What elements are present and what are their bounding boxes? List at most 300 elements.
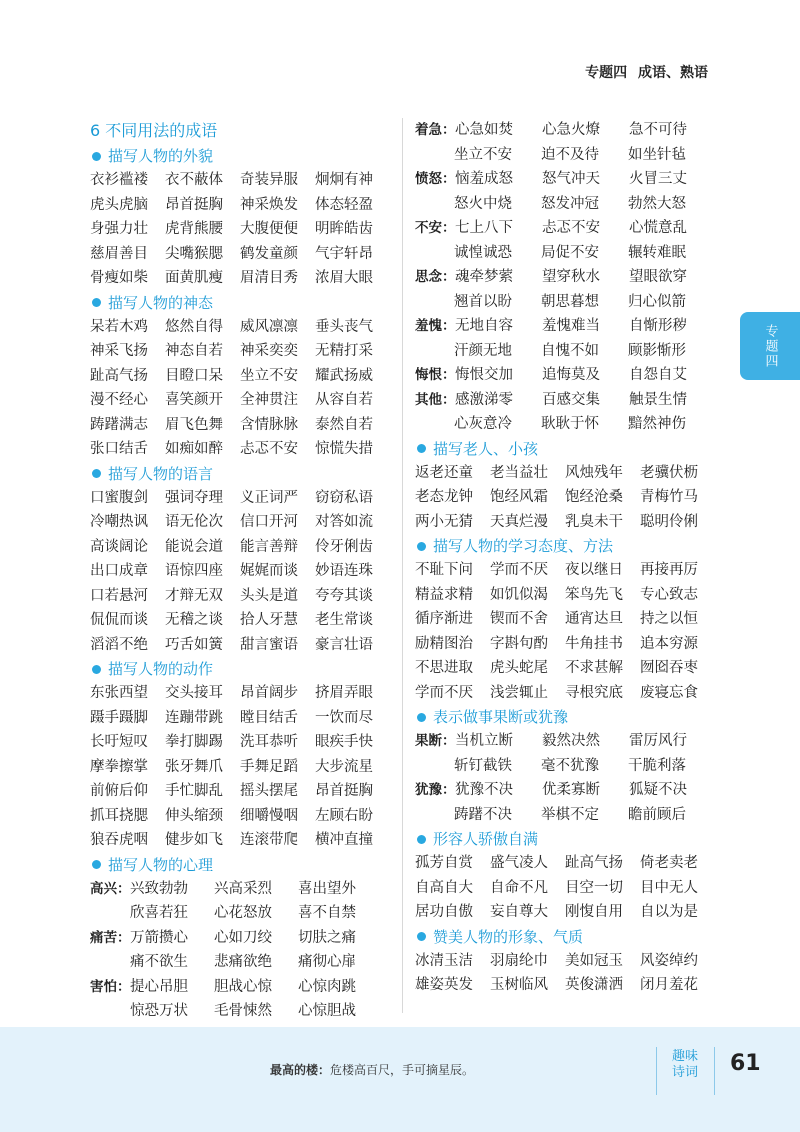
idiom: 举棋不定 — [541, 806, 599, 823]
subsection-heading — [90, 853, 390, 877]
idiom-row — [415, 510, 715, 535]
idiom: 羞愧难当 — [542, 318, 600, 334]
idiom-row — [90, 242, 390, 267]
idiom: 黯然神伤 — [628, 416, 686, 432]
idiom: 全神贯注 — [240, 392, 298, 408]
idiom-group-row — [415, 192, 715, 217]
idiom: 辗转难眠 — [628, 244, 686, 261]
idiom: 炯炯有神 — [315, 172, 373, 188]
idiom: 出口成章 — [90, 563, 148, 579]
idiom: 对答如流 — [315, 514, 373, 530]
idiom: 忐忑不安 — [542, 220, 600, 236]
idiom: 面黄肌瘦 — [165, 270, 223, 286]
subsection-title: 描写人物的神态 — [108, 293, 214, 312]
right-column — [415, 118, 715, 998]
idiom: 心惊胆战 — [298, 1003, 356, 1019]
idiom-items — [130, 901, 382, 926]
header-topic: 专题四 — [585, 65, 628, 81]
idiom: 东张西望 — [90, 685, 148, 701]
idiom-items — [455, 388, 716, 413]
idiom: 再接再厉 — [640, 562, 698, 578]
idiom: 喜笑颜开 — [165, 392, 223, 408]
idiom-row — [90, 608, 390, 633]
idiom: 当机立断 — [455, 733, 513, 749]
idiom: 笨鸟先飞 — [565, 586, 623, 603]
idiom: 口蜜腹剑 — [90, 489, 148, 506]
idiom: 长吁短叹 — [90, 734, 148, 750]
idiom: 连滚带爬 — [240, 832, 298, 848]
idiom: 趾高气扬 — [90, 367, 148, 384]
idiom-items — [455, 265, 716, 290]
idiom: 巧舌如簧 — [165, 636, 223, 653]
idiom: 拾人牙慧 — [240, 612, 298, 628]
idiom: 持之以恒 — [640, 611, 698, 627]
idiom: 羽扇纶巾 — [490, 952, 548, 969]
idiom-group-row — [90, 975, 390, 1000]
idiom: 瞻前顾后 — [628, 806, 686, 823]
idiom: 能说会道 — [165, 538, 223, 555]
idiom: 盛气凌人 — [490, 855, 548, 871]
idiom: 专心致志 — [640, 586, 698, 603]
idiom: 衣衫褴褛 — [90, 172, 148, 188]
idiom: 毛骨悚然 — [214, 1003, 272, 1019]
idiom: 感激涕零 — [455, 391, 513, 408]
group-label: 悔恨： — [415, 367, 456, 383]
idiom-items — [455, 363, 716, 388]
idiom: 百感交集 — [542, 391, 600, 408]
idiom-row — [90, 413, 390, 438]
idiom: 无地自容 — [455, 318, 513, 334]
idiom: 摇头摆尾 — [240, 783, 298, 799]
idiom-row — [415, 949, 715, 974]
idiom: 眉飞色舞 — [165, 416, 223, 433]
idiom: 老骥伏枥 — [640, 464, 698, 481]
idiom: 雄姿英发 — [415, 977, 473, 993]
idiom-row — [415, 900, 715, 925]
idiom: 痛彻心扉 — [298, 954, 356, 970]
idiom: 含情脉脉 — [240, 416, 298, 433]
idiom: 踌躇不决 — [454, 806, 512, 823]
idiom: 目中无人 — [640, 879, 698, 896]
idiom-row — [90, 706, 390, 731]
idiom-row — [90, 681, 390, 706]
idiom: 妄自尊大 — [490, 904, 548, 920]
subsection-heading — [90, 291, 390, 315]
idiom: 青梅竹马 — [640, 489, 698, 505]
idiom: 欣喜若狂 — [130, 905, 188, 921]
idiom: 通宵达旦 — [565, 611, 623, 627]
idiom: 心急如焚 — [455, 122, 513, 138]
idiom: 英俊潇洒 — [565, 977, 623, 993]
idiom-group-row — [415, 729, 715, 754]
group-label: 其他： — [415, 391, 456, 408]
idiom: 自命不凡 — [490, 879, 548, 896]
idiom-group-row — [90, 950, 390, 975]
group-label — [415, 412, 454, 437]
idiom-row — [90, 584, 390, 609]
footer-quote — [270, 1061, 474, 1078]
idiom: 魂牵梦萦 — [455, 269, 513, 285]
idiom: 寻根究底 — [565, 684, 623, 701]
idiom: 不求甚解 — [565, 660, 623, 676]
subsection-title: 形容人骄傲自满 — [433, 830, 539, 848]
idiom: 手忙脚乱 — [165, 783, 223, 799]
idiom-row — [415, 485, 715, 510]
idiom: 甜言蜜语 — [240, 636, 298, 653]
idiom-row — [415, 681, 715, 706]
idiom: 不思进取 — [415, 660, 473, 676]
idiom-group-row — [415, 363, 715, 388]
idiom-row — [90, 168, 390, 193]
bullet-dot-icon — [92, 665, 101, 674]
idiom-items — [454, 412, 715, 437]
idiom: 神态自若 — [165, 343, 223, 359]
idiom-items — [455, 729, 716, 754]
idiom: 健步如飞 — [165, 832, 223, 848]
idiom: 豪言壮语 — [315, 636, 373, 653]
idiom: 兴高采烈 — [214, 880, 272, 897]
idiom: 干脆利落 — [628, 757, 686, 774]
idiom-group-row — [415, 388, 715, 413]
subsection-title: 描写人物的语言 — [108, 464, 214, 483]
idiom: 归心似箭 — [628, 293, 686, 310]
idiom: 能言善辩 — [240, 538, 298, 555]
idiom: 勃然大怒 — [628, 195, 686, 212]
idiom-group-row — [415, 754, 715, 779]
bullet-dot-icon — [92, 152, 101, 161]
idiom-group-row — [90, 926, 390, 951]
subsection-heading — [90, 657, 390, 681]
idiom: 恼羞成怒 — [455, 171, 513, 187]
idiom: 虎头虎脑 — [90, 196, 148, 213]
bullet-dot-icon — [417, 932, 426, 941]
idiom-group-row — [90, 901, 390, 926]
idiom-items — [454, 803, 715, 828]
idiom-items — [455, 118, 716, 143]
group-label: 高兴： — [90, 880, 131, 897]
idiom: 交头接耳 — [165, 685, 223, 701]
idiom: 心急火燎 — [542, 122, 600, 138]
idiom: 侃侃而谈 — [90, 612, 148, 628]
idiom: 老当益壮 — [490, 464, 548, 481]
idiom-row — [90, 804, 390, 829]
group-label: 不安： — [415, 220, 456, 236]
group-label — [415, 192, 454, 217]
chapter-tab[interactable]: 专题四 — [740, 312, 800, 380]
idiom: 目空一切 — [565, 879, 623, 896]
idiom: 伶牙俐齿 — [315, 538, 373, 555]
idiom: 惊慌失措 — [315, 441, 373, 457]
idiom: 妙语连珠 — [315, 563, 373, 579]
idiom: 雷厉风行 — [629, 733, 687, 749]
idiom: 神采奕奕 — [240, 343, 298, 359]
idiom-group-row — [415, 241, 715, 266]
idiom: 汗颜无地 — [454, 342, 512, 359]
idiom: 饱经风霜 — [490, 489, 548, 505]
idiom-row — [90, 510, 390, 535]
idiom: 滔滔不绝 — [90, 636, 148, 653]
idiom: 义正词严 — [240, 489, 298, 506]
group-label: 思念： — [415, 269, 456, 285]
idiom-items — [130, 999, 382, 1024]
idiom: 优柔寡断 — [542, 782, 600, 798]
idiom: 天真烂漫 — [490, 513, 548, 530]
idiom: 目瞪口呆 — [165, 367, 223, 384]
idiom: 聪明伶俐 — [640, 513, 698, 530]
subsection-title: 描写人物的外貌 — [108, 147, 214, 165]
idiom: 衣不蔽体 — [165, 172, 223, 188]
idiom: 切肤之痛 — [298, 929, 356, 946]
group-label — [90, 950, 130, 975]
idiom-group-row — [415, 118, 715, 143]
idiom-row — [90, 779, 390, 804]
idiom: 狼吞虎咽 — [90, 832, 148, 848]
idiom: 前俯后仰 — [90, 783, 148, 799]
idiom-items — [455, 314, 716, 339]
subsection-heading — [415, 705, 715, 729]
bullet-dot-icon — [417, 835, 426, 844]
idiom: 闭月羞花 — [640, 977, 698, 993]
idiom: 拳打脚踢 — [165, 734, 223, 750]
idiom: 高谈阔论 — [90, 538, 148, 555]
subsection-heading — [415, 534, 715, 558]
idiom: 触景生情 — [629, 391, 687, 408]
idiom-items — [454, 192, 715, 217]
footer-divider — [656, 1047, 657, 1095]
idiom: 横冲直撞 — [315, 832, 373, 848]
idiom: 朝思暮想 — [541, 293, 599, 310]
idiom-items — [130, 950, 382, 975]
idiom: 刚愎自用 — [565, 904, 623, 920]
idiom: 耀武扬威 — [315, 367, 373, 384]
subsection-heading — [90, 462, 390, 486]
idiom-row — [90, 559, 390, 584]
header-title: 成语、熟语 — [638, 65, 708, 81]
idiom: 玉树临风 — [490, 977, 548, 993]
idiom: 囫囵吞枣 — [640, 660, 698, 676]
bullet-dot-icon — [92, 298, 101, 307]
idiom: 洗耳恭听 — [240, 734, 298, 750]
page-number: 61 — [730, 1051, 761, 1076]
idiom: 自惭形秽 — [629, 318, 687, 334]
idiom: 自愧不如 — [541, 342, 599, 359]
idiom: 神采焕发 — [240, 196, 298, 213]
idiom: 犹豫不决 — [455, 782, 513, 798]
idiom-items — [130, 926, 382, 951]
group-label: 果断： — [415, 733, 456, 749]
idiom: 痛不欲生 — [130, 954, 188, 970]
idiom: 昂首阔步 — [240, 685, 298, 701]
idiom: 夸夸其谈 — [315, 587, 373, 604]
idiom: 威风凛凛 — [240, 318, 298, 335]
idiom: 抓耳挠腮 — [90, 807, 148, 824]
idiom: 悠然自得 — [165, 318, 223, 335]
idiom: 风烛残年 — [565, 464, 623, 481]
bullet-dot-icon — [417, 713, 426, 722]
idiom: 万箭攒心 — [130, 929, 188, 946]
group-label — [415, 290, 454, 315]
idiom-group-row — [90, 877, 390, 902]
idiom-group-row — [90, 999, 390, 1024]
idiom: 身强力壮 — [90, 221, 148, 237]
idiom-row — [415, 607, 715, 632]
idiom: 眉清目秀 — [240, 270, 298, 286]
idiom: 无稽之谈 — [165, 612, 223, 628]
idiom: 信口开河 — [240, 514, 298, 530]
subsection-title: 描写人物的学习态度、方法 — [433, 537, 614, 555]
subsection-title: 赞美人物的形象、气质 — [433, 927, 584, 946]
idiom: 趾高气扬 — [565, 855, 623, 871]
idiom: 自怨自艾 — [629, 367, 687, 383]
idiom: 伸头缩颈 — [165, 807, 223, 824]
idiom: 不耻下问 — [415, 562, 473, 578]
idiom: 坐立不安 — [454, 146, 512, 163]
idiom: 锲而不舍 — [490, 611, 548, 627]
idiom: 心惊肉跳 — [298, 978, 356, 995]
idiom: 喜不自禁 — [298, 905, 356, 921]
idiom: 奇装异服 — [240, 172, 298, 188]
idiom: 强词夺理 — [165, 489, 223, 506]
idiom: 胆战心惊 — [214, 978, 272, 995]
idiom: 字斟句酌 — [490, 635, 548, 652]
subsection-title: 描写老人、小孩 — [433, 439, 539, 458]
subsection-heading — [415, 925, 715, 949]
idiom-items — [455, 778, 716, 803]
group-label — [415, 803, 454, 828]
idiom: 张口结舌 — [90, 441, 148, 457]
idiom: 大腹便便 — [240, 221, 298, 237]
page-header — [579, 62, 708, 82]
group-label: 着急： — [415, 122, 456, 138]
idiom-row — [90, 730, 390, 755]
idiom: 张牙舞爪 — [165, 758, 223, 775]
idiom: 七上八下 — [455, 220, 513, 236]
idiom-row — [90, 364, 390, 389]
idiom-items — [454, 143, 715, 168]
group-label — [415, 143, 454, 168]
idiom: 无精打采 — [315, 343, 373, 359]
idiom: 娓娓而谈 — [240, 563, 298, 579]
idiom: 挤眉弄眼 — [315, 685, 373, 701]
idiom: 漫不经心 — [90, 392, 148, 408]
idiom: 夜以继日 — [565, 562, 623, 578]
idiom: 望穿秋水 — [542, 269, 600, 285]
idiom: 昂首挺胸 — [165, 196, 223, 213]
idiom: 急不可待 — [629, 122, 687, 138]
bullet-dot-icon — [92, 860, 101, 869]
group-label: 害怕： — [90, 978, 131, 995]
idiom: 尖嘴猴腮 — [165, 245, 223, 262]
idiom: 如痴如醉 — [165, 441, 223, 457]
idiom: 老生常谈 — [315, 612, 373, 628]
idiom: 废寝忘食 — [640, 684, 698, 701]
idiom: 两小无猜 — [415, 513, 473, 530]
idiom-group-row — [415, 265, 715, 290]
idiom: 泰然自若 — [315, 416, 373, 433]
idiom: 循序渐进 — [415, 611, 473, 627]
idiom: 顾影惭形 — [628, 342, 686, 359]
idiom: 牛角挂书 — [565, 635, 623, 652]
idiom: 蹑手蹑脚 — [90, 709, 148, 726]
group-label — [90, 999, 130, 1024]
subsection-heading — [415, 827, 715, 851]
idiom: 精益求精 — [415, 586, 473, 603]
idiom: 慈眉善目 — [90, 245, 148, 262]
idiom: 坐立不安 — [240, 367, 298, 384]
idiom-items — [454, 754, 715, 779]
idiom-group-row — [415, 314, 715, 339]
idiom: 细嚼慢咽 — [240, 807, 298, 824]
subsection-heading — [90, 144, 390, 168]
idiom: 心慌意乱 — [629, 220, 687, 236]
column-divider — [402, 118, 403, 1013]
subsection-title: 描写人物的心理 — [108, 855, 214, 874]
idiom: 学而不厌 — [490, 562, 548, 578]
idiom-row — [415, 558, 715, 583]
idiom-row — [90, 535, 390, 560]
idiom: 连蹦带跳 — [165, 709, 223, 726]
idiom: 毅然决然 — [542, 733, 600, 749]
idiom-row — [90, 486, 390, 511]
idiom-items — [130, 975, 382, 1000]
idiom: 垂头丧气 — [315, 318, 373, 335]
idiom: 骨瘦如柴 — [90, 270, 148, 286]
idiom: 喜出望外 — [298, 880, 356, 897]
idiom: 冷嘲热讽 — [90, 514, 148, 530]
idiom: 摩拳擦掌 — [90, 758, 148, 775]
group-label: 羞愧： — [415, 318, 456, 334]
idiom: 毫不犹豫 — [541, 757, 599, 774]
group-label — [415, 241, 454, 266]
idiom: 美如冠玉 — [565, 952, 623, 969]
idiom: 斩钉截铁 — [454, 757, 512, 774]
idiom: 浓眉大眼 — [315, 270, 373, 286]
idiom-items — [454, 290, 715, 315]
idiom-row — [90, 828, 390, 853]
group-label: 愤怒： — [415, 171, 456, 187]
group-label — [415, 754, 454, 779]
idiom: 从容自若 — [315, 392, 373, 408]
idiom: 兴致勃勃 — [130, 880, 188, 897]
footer-divider — [714, 1047, 715, 1095]
bullet-dot-icon — [417, 444, 426, 453]
idiom: 望眼欲穿 — [629, 269, 687, 285]
idiom: 倚老卖老 — [640, 855, 698, 871]
idiom: 老态龙钟 — [415, 489, 473, 505]
idiom: 明眸皓齿 — [315, 221, 373, 237]
idiom: 如坐针毡 — [628, 146, 686, 163]
idiom: 追悔莫及 — [542, 367, 600, 383]
section-title: 6 不同用法的成语 — [90, 121, 218, 140]
idiom: 翘首以盼 — [454, 293, 512, 310]
idiom: 左顾右盼 — [315, 807, 373, 824]
idiom-row — [90, 633, 390, 658]
subsection-title: 表示做事果断或犹豫 — [433, 708, 569, 726]
idiom: 自高自大 — [415, 879, 473, 896]
group-label — [415, 339, 454, 364]
idiom: 气宇轩昂 — [315, 245, 373, 262]
idiom: 鹤发童颜 — [240, 245, 298, 262]
idiom: 悔恨交加 — [455, 367, 513, 383]
idiom: 神采飞扬 — [90, 343, 148, 359]
idiom-group-row — [415, 778, 715, 803]
idiom-row — [90, 388, 390, 413]
idiom: 语惊四座 — [165, 563, 223, 579]
idiom-group-row — [415, 143, 715, 168]
idiom: 冰清玉洁 — [415, 952, 473, 969]
idiom-group-row — [415, 167, 715, 192]
idiom: 才辩无双 — [165, 587, 223, 604]
